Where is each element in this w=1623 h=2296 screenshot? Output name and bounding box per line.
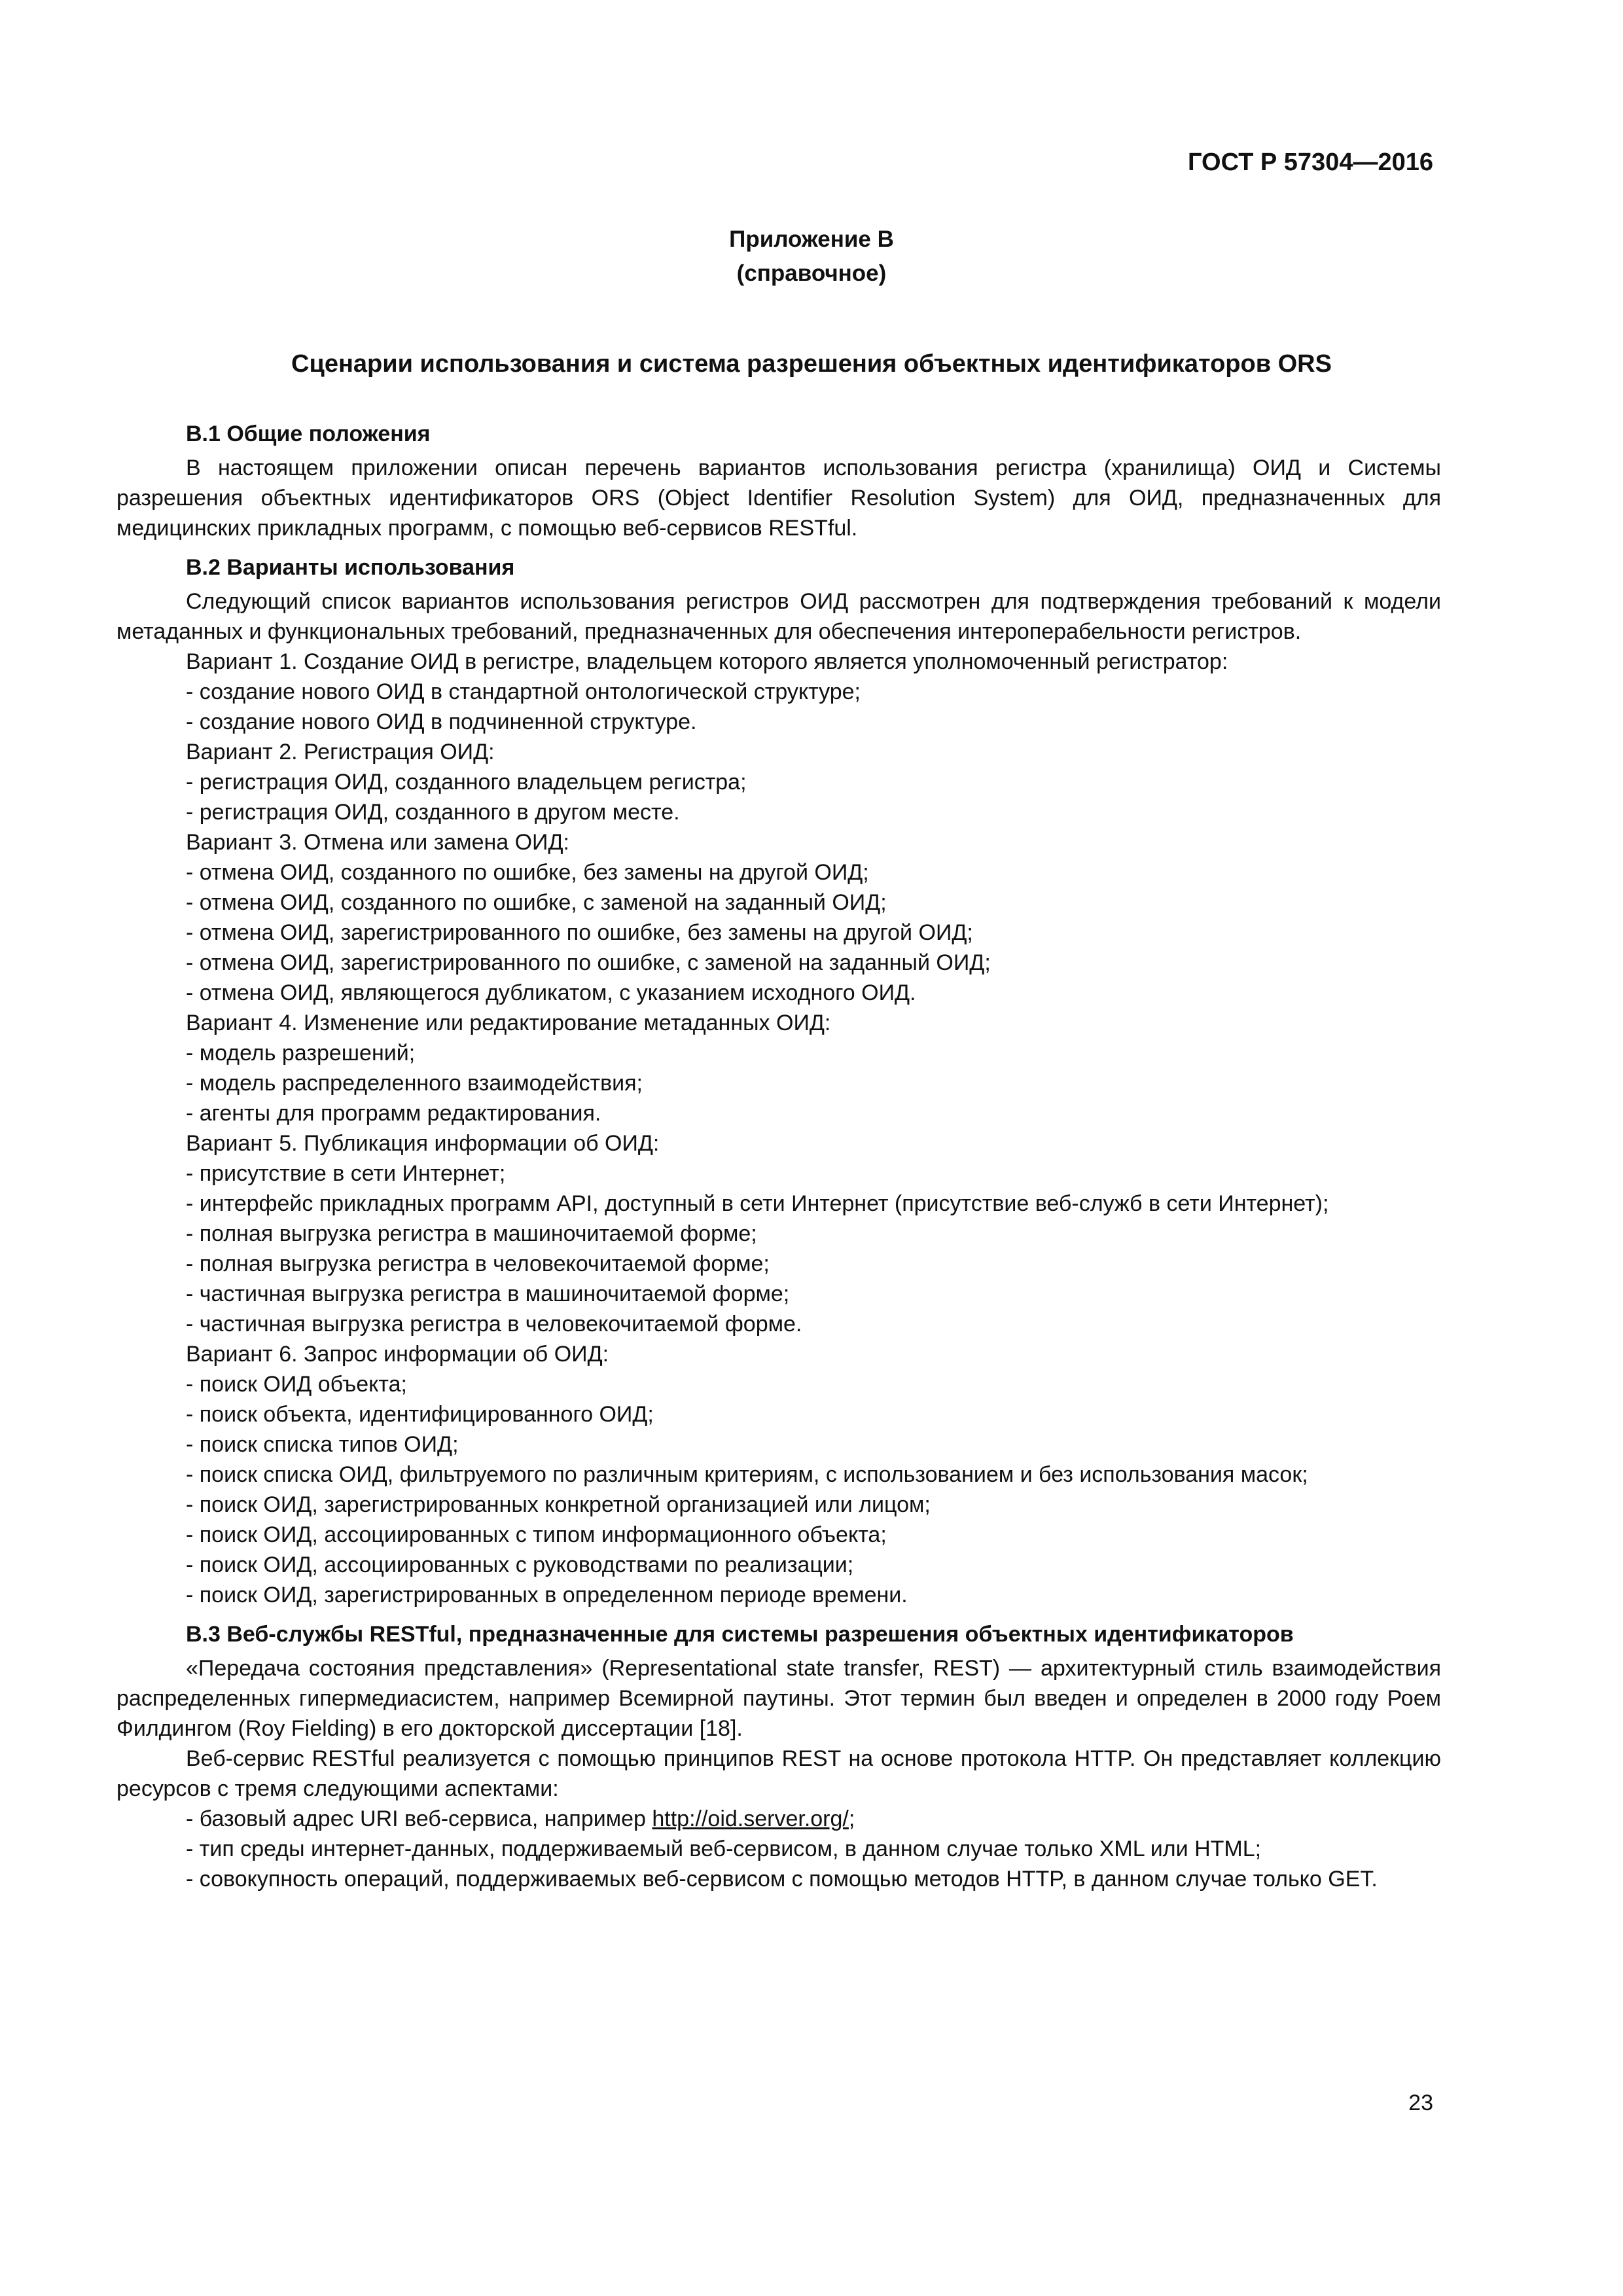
list-item: - поиск ОИД, зарегистрированных в определенном периоде времени. (186, 1583, 908, 1607)
list-item: - совокупность операций, поддерживаемых веб-сервисом с помощью методов HTTP, в данном случае только GET. (186, 1867, 1378, 1892)
appendix-heading (0, 223, 1623, 291)
section-b1-paragraph: В настоящем приложении описан перечень вариантов использования регистра (хранилища) ОИД и Системы разрешения объектных идентификаторов ORS (Object Identifier Resolution System) для ОИД, предназначенных для медицинских прикладных программ, с помощью веб-сервисов RESTful. (116, 456, 1441, 541)
list-item: - модель распределенного взаимодействия; (186, 1071, 643, 1096)
example-uri-link[interactable]: http://oid.server.org/ (652, 1806, 849, 1831)
list-item: - создание нового ОИД в подчиненной структуре. (186, 709, 697, 734)
section-b3-paragraph-2: Веб-сервис RESTful реализуется с помощью принципов REST на основе протокола HTTP. Он представляет коллекцию ресурсов с тремя следующими аспектами: (116, 1746, 1441, 1801)
list-item: - модель разрешений; (186, 1041, 416, 1066)
section-b2-paragraph: Следующий список вариантов использования регистров ОИД рассмотрен для подтверждения требований к модели метаданных и функциональных требований, предназначенных для обеспечения интероперабельности регистров. (116, 589, 1441, 644)
variant-4-heading: Вариант 4. Изменение или редактирование метаданных ОИД: (186, 1011, 831, 1035)
list-item: - отмена ОИД, зарегистрированного по ошибке, без замены на другой ОИД; (186, 920, 973, 945)
list-item: - полная выгрузка регистра в человекочитаемой форме; (186, 1251, 770, 1276)
list-item: - поиск списка типов ОИД; (186, 1432, 459, 1457)
list-item: - регистрация ОИД, созданного владельцем регистра; (186, 770, 747, 795)
list-item: - поиск объекта, идентифицированного ОИД; (186, 1402, 654, 1427)
list-item: - поиск ОИД, ассоциированных с типом информационного объекта; (186, 1522, 887, 1547)
list-item: - поиск ОИД объекта; (186, 1372, 407, 1397)
list-item: - частичная выгрузка регистра в машиночитаемой форме; (186, 1282, 790, 1306)
list-item: - поиск ОИД, зарегистрированных конкретной организацией или лицом; (186, 1492, 931, 1517)
variant-2-heading: Вариант 2. Регистрация ОИД: (186, 740, 495, 764)
variant-1-heading: Вариант 1. Создание ОИД в регистре, владельцем которого является уполномоченный регистратор: (186, 649, 1228, 674)
list-item: - полная выгрузка регистра в машиночитаемой форме; (186, 1221, 757, 1246)
list-item: - тип среды интернет-данных, поддерживаемый веб-сервисом, в данном случае только XML или HTML; (186, 1837, 1262, 1861)
list-item: - отмена ОИД, зарегистрированного по ошибке, с заменой на заданный ОИД; (186, 950, 991, 975)
variant-3-heading: Вариант 3. Отмена или замена ОИД: (186, 830, 569, 855)
list-item: - поиск списка ОИД, фильтруемого по различным критериям, с использованием и без использования масок; (186, 1462, 1308, 1487)
list-item: - отмена ОИД, созданного по ошибке, с заменой на заданный ОИД; (186, 890, 887, 915)
list-item: - поиск ОИД, ассоциированных с руководствами по реализации; (186, 1552, 854, 1577)
appendix-type: (справочное) (736, 260, 887, 286)
appendix-label: Приложение В (729, 226, 894, 252)
variant-5-heading: Вариант 5. Публикация информации об ОИД: (186, 1131, 660, 1156)
list-item: - частичная выгрузка регистра в человекочитаемой форме. (186, 1312, 802, 1336)
list-item: - регистрация ОИД, созданного в другом месте. (186, 800, 680, 825)
section-b3-heading: В.3 Веб-службы RESTful, предназначенные для системы разрешения объектных идентификаторов (186, 1622, 1294, 1647)
variant-6-heading: Вариант 6. Запрос информации об ОИД: (186, 1342, 609, 1367)
list-item: - агенты для программ редактирования. (186, 1101, 601, 1126)
section-b1-heading: В.1 Общие положения (186, 422, 431, 446)
list-item: - отмена ОИД, созданного по ошибке, без замены на другой ОИД; (186, 860, 869, 885)
page-number: 23 (1408, 2090, 1433, 2115)
document-body (116, 419, 1441, 1894)
section-b3-paragraph-1: «Передача состояния представления» (Representational state transfer, REST) — архитектурный стиль взаимодействия распределенных гипермедиасистем, например Всемирной паутины. Этот термин был введен и определен в 2000 году Роем Филдингом (Roy Fielding) в его докторской диссертации [18]. (116, 1656, 1441, 1741)
document-number: ГОСТ Р 57304—2016 (1188, 149, 1433, 176)
list-item: - создание нового ОИД в стандартной онтологической структуре; (186, 679, 861, 704)
list-item-prefix: - базовый адрес URI веб-сервиса, например (186, 1806, 652, 1831)
list-item: - интерфейс прикладных программ API, доступный в сети Интернет (присутствие веб-служб в сети Интернет); (186, 1191, 1329, 1216)
page-title: Сценарии использования и система разрешения объектных идентификаторов ORS (291, 350, 1332, 378)
list-item (186, 1804, 1441, 1834)
list-item-suffix: ; (848, 1806, 855, 1831)
section-b2-heading: В.2 Варианты использования (186, 555, 515, 580)
list-item: - отмена ОИД, являющегося дубликатом, с указанием исходного ОИД. (186, 980, 916, 1005)
list-item: - присутствие в сети Интернет; (186, 1161, 506, 1186)
